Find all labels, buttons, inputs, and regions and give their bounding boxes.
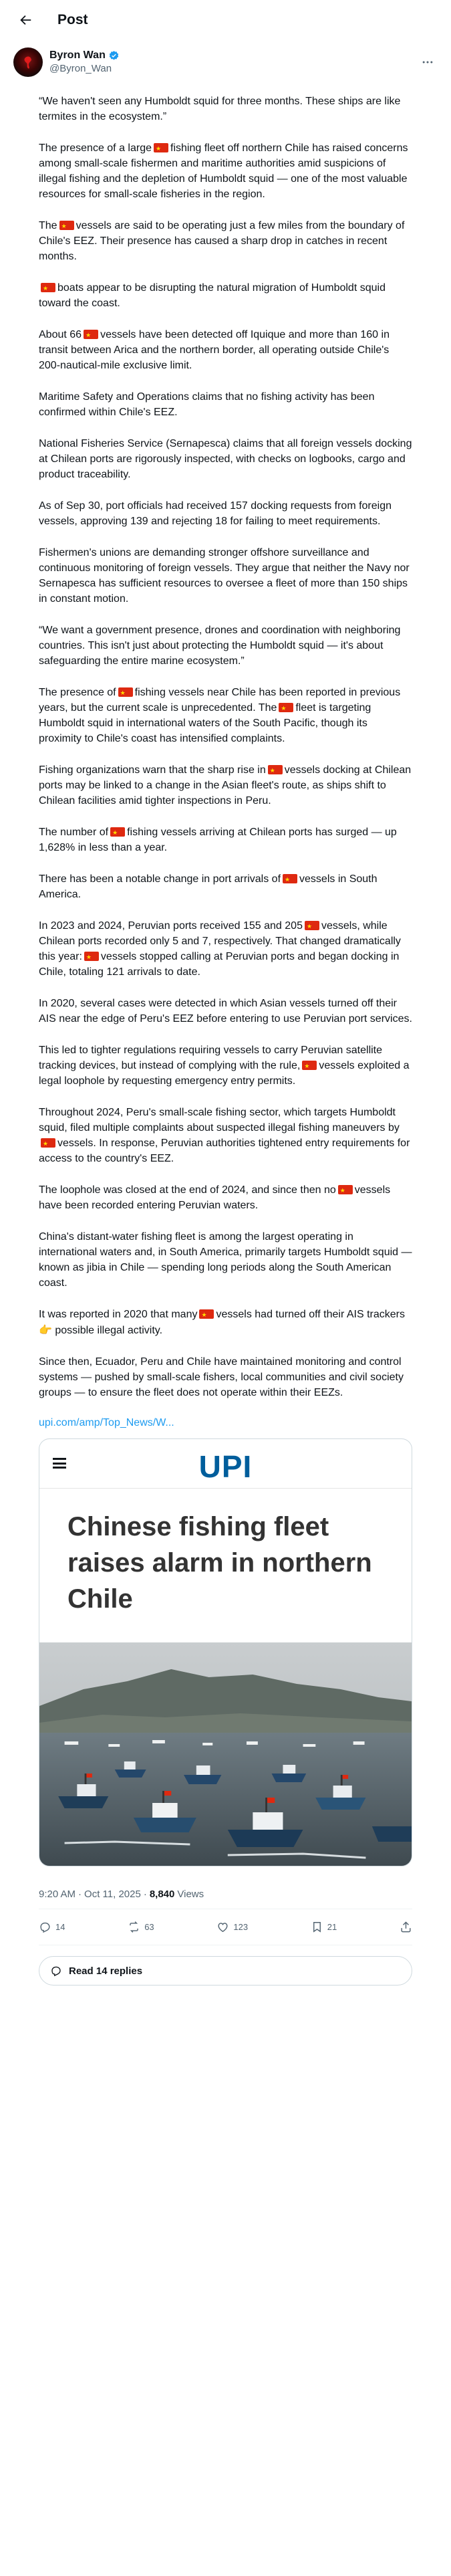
china-flag-icon (84, 330, 98, 339)
tweet-paragraph: As of Sep 30, port officials had received 157 docking requests from foreign vessels, approving 139 and rejecting 18 for failing to meet requirements. (39, 500, 392, 527)
tweet-paragraph: Fishermen's unions are demanding stronger offshore surveillance and continuous monitoring of foreign vessels. They argue that neither the Navy nor Sernapesca has sufficient resources to oversee a fleet of more than 150 ships in constant motion. (39, 547, 410, 605)
verified-badge-icon (108, 50, 120, 62)
tweet-paragraph: The presence of a large★ fishing fleet off northern Chile has raised concerns among small-scale fishermen and maritime authorities amid suspicions of illegal fishing and the depletion of Humboldt squid — one of the most valuable resources for small-scale fisheries in the region. (39, 140, 412, 202)
link-preview-card[interactable] (39, 1438, 412, 1866)
author-name[interactable] (49, 49, 120, 62)
more-options-icon[interactable] (419, 53, 436, 71)
share-button[interactable] (400, 1921, 412, 1933)
bookmark-count: 21 (327, 1922, 337, 1932)
author-name-text[interactable]: Byron Wan (49, 49, 106, 61)
like-count: 123 (233, 1922, 249, 1932)
page-title: Post (57, 12, 88, 27)
tweet-paragraph: Since then, Ecuador, Peru and Chile have maintained monitoring and control systems — pushed by small-scale fishers, local communities and civil society groups — to ensure the fleet does not operate within their EEZs. (39, 1356, 404, 1398)
tweet-paragraph: In 2020, several cases were detected in which Asian vessels turned off their AIS near the edge of Peru's EEZ before entering to use Peruvian port services. (39, 998, 412, 1025)
heart-icon (216, 1921, 229, 1933)
tweet-paragraph: This led to tighter regulations requiring vessels to carry Peruvian satellite tracking devices, but instead of complying with the rule,★ vessels exploited a legal loophole by requesting emergency entry permits. (39, 1043, 412, 1089)
reply-icon (39, 1921, 51, 1933)
read-replies-button[interactable] (39, 1956, 412, 1985)
tweet-paragraph: The loophole was closed at the end of 2024, and since then no★ vessels have been recorded entering Peruvian waters. (39, 1182, 412, 1213)
china-flag-icon (283, 874, 297, 883)
china-flag-icon (199, 1309, 214, 1319)
tweet-paragraph: “We want a government presence, drones and coordination with neighboring countries. This isn't just about protecting the Humboldt squid — it's about safeguarding the entire marine ecosystem.” (39, 625, 401, 667)
card-headline: Chinese fishing fleet raises alarm in northern Chile (67, 1512, 372, 1614)
post-date[interactable]: Oct 11, 2025 (84, 1889, 141, 1900)
menu-icon (53, 1458, 66, 1469)
tweet-paragraph: In 2023 and 2024, Peruvian ports received 155 and 205★ vessels, while Chilean ports recorded only 5 and 7, respectively. That changed dramatically this year:★ vessels stopped calling at Peruvian ports and began docking in Chile, totaling 121 arrivals to date. (39, 918, 412, 980)
author-row (0, 40, 451, 84)
card-header (39, 1439, 412, 1489)
bookmark-button[interactable] (311, 1921, 337, 1933)
back-arrow-icon[interactable] (13, 8, 37, 32)
tweet-paragraph: Throughout 2024, Peru's small-scale fishing sector, which targets Humboldt squid, filed multiple complaints about suspected illegal fishing maneuvers by★vessels. In response, Peruvian authorities tightened entry requirements for access to the country's EEZ. (39, 1105, 412, 1166)
tweet-paragraph: China's distant-water fishing fleet is among the largest operating in international waters and, in South America, primarily targets Humboldt squid — known as jibia in Chile — spending long periods along the South American coast. (39, 1231, 412, 1289)
fishing-fleet-photo (39, 1642, 412, 1866)
pointing-hand-icon: 👉 (39, 1323, 52, 1336)
china-flag-icon (305, 921, 319, 930)
repost-button[interactable] (128, 1921, 154, 1933)
article-link[interactable]: upi.com/amp/Top_News/W... (39, 1417, 174, 1428)
tweet-text (0, 84, 451, 1430)
tweet-paragraph: Fishing organizations warn that the sharp rise in★ vessels docking at Chilean ports may be linked to a change in the Asian fleet's route, as ships shift to Chilean facilities amid tighter inspections in Peru. (39, 762, 412, 809)
tweet-paragraph: The number of★ fishing vessels arriving at Chilean ports has surged — up 1,628% in less than a year. (39, 825, 412, 855)
views-label: Views (177, 1889, 204, 1900)
reply-button[interactable] (39, 1921, 65, 1933)
author-handle[interactable]: @Byron_Wan (49, 63, 112, 74)
china-flag-icon (279, 703, 293, 712)
tweet-paragraph: There has been a notable change in port arrivals of★ vessels in South America. (39, 871, 412, 902)
china-flag-icon (154, 143, 168, 152)
share-icon (400, 1921, 412, 1933)
tweet-paragraph: The presence of★ fishing vessels near Chile has been reported in previous years, but the current scale is unprecedented. The★ fleet is targeting Humboldt squid in international waters of the South Pacific, though its proximity to Chile's coast has intensified complaints. (39, 685, 412, 746)
tweet-paragraph: “We haven't seen any Humboldt squid for three months. These ships are like termites in the ecosystem.” (39, 96, 401, 122)
china-flag-icon (302, 1061, 317, 1070)
tweet-paragraph: National Fisheries Service (Sernapesca) claims that all foreign vessels docking at Chilean ports are rigorously inspected, with checks on logbooks, cargo and product traceability. (39, 438, 412, 480)
speech-bubble-icon (50, 1965, 62, 1977)
tweet-paragraph: The★ vessels are said to be operating just a few miles from the boundary of Chile's EEZ. Their presence has caused a sharp drop in catches in recent months. (39, 218, 412, 264)
tweet-paragraph: Maritime Safety and Operations claims that no fishing activity has been confirmed within Chile's EEZ. (39, 391, 375, 418)
reply-count: 14 (55, 1922, 65, 1932)
view-count: 8,840 (149, 1889, 175, 1900)
post-time[interactable]: 9:20 AM (39, 1889, 76, 1900)
upi-logo: UPI (198, 1449, 253, 1484)
tweet-paragraph: About 66★ vessels have been detected off Iquique and more than 160 in transit between Arica and the northern border, all operating outside Chile's 200-nautical-mile exclusive limit. (39, 327, 412, 373)
avatar[interactable] (13, 47, 43, 77)
tweet-paragraph: It was reported in 2020 that many★ vessels had turned off their AIS trackers 👉 possible illegal activity. (39, 1307, 412, 1338)
like-button[interactable] (216, 1921, 248, 1933)
top-bar (0, 0, 451, 40)
bookmark-icon (311, 1921, 323, 1933)
china-flag-icon (118, 687, 133, 697)
china-flag-icon (41, 1138, 55, 1148)
tweet-paragraph: ★boats appear to be disrupting the natural migration of Humboldt squid toward the coast. (39, 280, 412, 311)
read-replies-label: Read 14 replies (69, 1965, 143, 1977)
action-bar (39, 1909, 412, 1945)
china-flag-icon (84, 952, 99, 961)
china-flag-icon (41, 283, 55, 292)
china-flag-icon (338, 1185, 353, 1194)
china-flag-icon (59, 221, 74, 230)
post-meta: 9:20 AM · Oct 11, 2025 · 8,840 Views (39, 1880, 412, 1909)
repost-icon (128, 1921, 140, 1933)
china-flag-icon (110, 827, 125, 837)
china-flag-icon (268, 765, 283, 774)
repost-count: 63 (144, 1922, 154, 1932)
